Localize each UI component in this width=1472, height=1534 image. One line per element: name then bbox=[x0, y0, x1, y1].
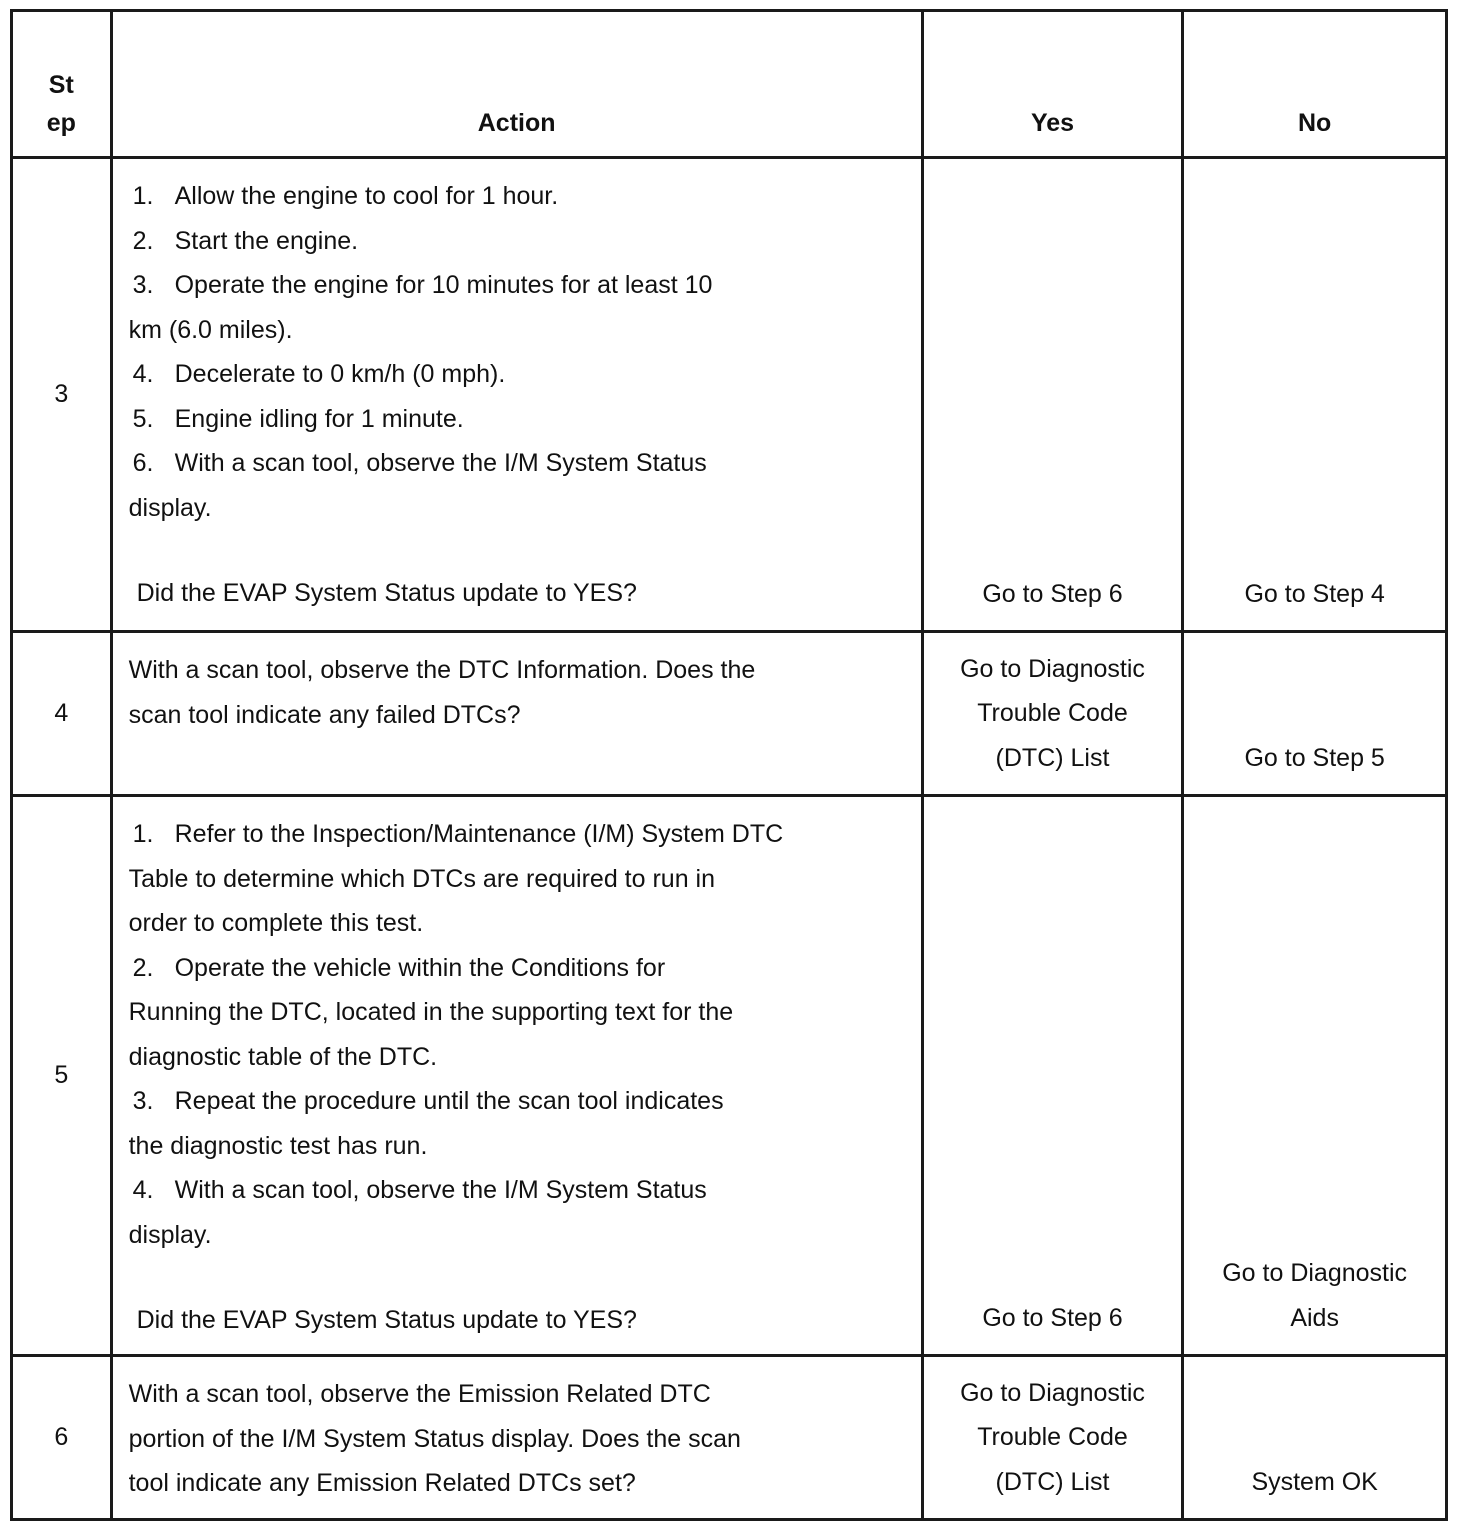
list-item bbox=[129, 352, 861, 397]
list-item bbox=[129, 812, 861, 857]
yes-cell bbox=[922, 158, 1183, 632]
action-cell bbox=[111, 1356, 922, 1520]
item-continuation: km (6.0 miles). bbox=[128, 315, 293, 344]
no-cell bbox=[1183, 796, 1447, 1356]
yes-header: Yes bbox=[922, 11, 1183, 158]
item-text: Operate the engine for 10 minutes for at least 10 bbox=[174, 271, 713, 299]
action-cell bbox=[111, 796, 922, 1356]
no-result: System OK bbox=[1251, 1467, 1378, 1496]
yes-result-line: (DTC) List bbox=[995, 743, 1110, 772]
yes-result: Go to Step 6 bbox=[982, 579, 1123, 608]
item-number: 3. bbox=[132, 1087, 154, 1115]
item-text: With a scan tool, observe the I/M System Status bbox=[174, 1176, 707, 1204]
action-cell bbox=[111, 158, 922, 632]
no-result-line: Go to Diagnostic bbox=[1222, 1259, 1408, 1287]
action-header: Action bbox=[111, 11, 922, 158]
action-text-line: With a scan tool, observe the DTC Information. Does the bbox=[128, 656, 756, 684]
step-header-line1: St bbox=[48, 71, 74, 99]
item-continuation: diagnostic table of the DTC. bbox=[128, 1042, 438, 1071]
action-text-line: scan tool indicate any failed DTCs? bbox=[128, 700, 521, 729]
action-text-line: With a scan tool, observe the Emission Related DTC bbox=[128, 1380, 711, 1408]
item-text: With a scan tool, observe the I/M System Status bbox=[174, 449, 707, 477]
step-number: 5 bbox=[12, 796, 112, 1356]
item-number: 4. bbox=[132, 1176, 154, 1204]
item-number: 6. bbox=[132, 449, 154, 477]
item-number: 3. bbox=[132, 271, 154, 299]
yes-result: Go to Step 6 bbox=[982, 1303, 1123, 1332]
item-continuation: Running the DTC, located in the supporting text for the bbox=[128, 998, 734, 1026]
yes-cell bbox=[922, 796, 1183, 1356]
item-continuation: order to complete this test. bbox=[128, 909, 424, 937]
list-item bbox=[129, 441, 861, 486]
yes-result-line: Trouble Code bbox=[977, 1423, 1128, 1451]
yes-result-line: Go to Diagnostic bbox=[960, 1378, 1145, 1407]
item-number: 1. bbox=[132, 820, 154, 848]
list-item bbox=[129, 397, 861, 442]
header-row bbox=[12, 11, 1447, 158]
item-number: 2. bbox=[132, 226, 154, 255]
item-continuation: Table to determine which DTCs are required to run in bbox=[128, 864, 715, 893]
step-question: Did the EVAP System Status update to YES? bbox=[136, 579, 637, 607]
step-question: Did the EVAP System Status update to YES? bbox=[136, 1306, 637, 1334]
item-number: 4. bbox=[132, 360, 154, 388]
yes-cell bbox=[922, 1356, 1183, 1520]
no-cell bbox=[1183, 632, 1447, 796]
action-cell bbox=[111, 632, 922, 796]
no-header: No bbox=[1183, 11, 1447, 158]
no-result: Go to Step 5 bbox=[1244, 743, 1385, 772]
no-result: Go to Step 4 bbox=[1244, 579, 1385, 608]
table-row bbox=[12, 632, 1447, 796]
item-number: 1. bbox=[132, 182, 154, 210]
diagnostic-table bbox=[10, 9, 1448, 1521]
table-row bbox=[12, 158, 1447, 632]
yes-result-line: (DTC) List bbox=[995, 1467, 1110, 1496]
step-number: 6 bbox=[12, 1356, 112, 1520]
item-continuation: display. bbox=[128, 493, 212, 522]
step-number: 3 bbox=[12, 158, 112, 632]
item-text: Decelerate to 0 km/h (0 mph). bbox=[174, 360, 506, 388]
item-text: Allow the engine to cool for 1 hour. bbox=[174, 182, 559, 210]
list-item bbox=[129, 219, 861, 264]
item-number: 5. bbox=[132, 404, 154, 433]
action-text-line: tool indicate any Emission Related DTCs set? bbox=[128, 1469, 636, 1497]
no-cell bbox=[1183, 1356, 1447, 1520]
item-number: 2. bbox=[132, 953, 154, 982]
table-row bbox=[12, 1356, 1447, 1520]
yes-result-line: Go to Diagnostic bbox=[960, 654, 1145, 683]
no-result-line: Aids bbox=[1290, 1303, 1339, 1332]
yes-cell bbox=[922, 632, 1183, 796]
item-text: Repeat the procedure until the scan tool indicates bbox=[174, 1087, 724, 1115]
yes-result-line: Trouble Code bbox=[977, 699, 1128, 727]
list-item bbox=[129, 1168, 861, 1213]
step-number: 4 bbox=[12, 632, 112, 796]
no-cell bbox=[1183, 158, 1447, 632]
item-text: Refer to the Inspection/Maintenance (I/M) System DTC bbox=[174, 820, 784, 848]
item-text: Start the engine. bbox=[174, 226, 359, 255]
item-text: Operate the vehicle within the Conditions for bbox=[174, 953, 666, 982]
list-item bbox=[129, 946, 861, 991]
item-text: Engine idling for 1 minute. bbox=[174, 404, 464, 433]
list-item bbox=[129, 174, 861, 219]
list-item bbox=[129, 1079, 861, 1124]
list-item bbox=[129, 263, 861, 308]
item-continuation: display. bbox=[128, 1220, 212, 1249]
table-row bbox=[12, 796, 1447, 1356]
item-continuation: the diagnostic test has run. bbox=[128, 1131, 428, 1160]
action-text-line: portion of the I/M System Status display. Does the scan bbox=[128, 1424, 741, 1453]
step-header bbox=[12, 11, 112, 158]
step-header-line2: ep bbox=[46, 109, 76, 137]
